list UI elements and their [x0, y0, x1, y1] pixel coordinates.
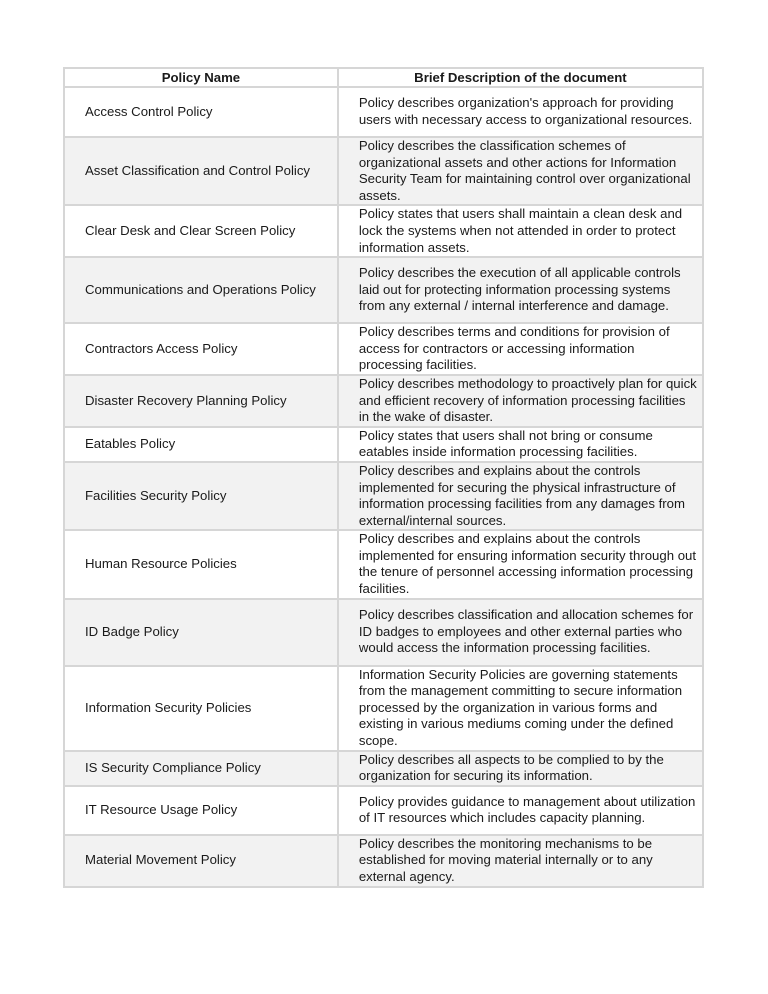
table-row [64, 137, 703, 205]
table-row [64, 205, 703, 257]
policy-name-cell: Eatables Policy [64, 427, 338, 462]
policy-name-cell: Communications and Operations Policy [64, 257, 338, 323]
policy-name-cell: Contractors Access Policy [64, 323, 338, 375]
policy-description-cell: Information Security Policies are governing statements from the management committing to secure information processed by the organization in various forms and existing in various mediums coming under the defined scope. [338, 666, 703, 751]
table-row [64, 530, 703, 598]
table-header-row [64, 68, 703, 87]
table-row [64, 599, 703, 666]
policy-name-cell: Information Security Policies [64, 666, 338, 751]
policy-description-cell: Policy describes and explains about the controls implemented for securing the physical infrastructure of information processing facilities from any damages from external/internal sources. [338, 462, 703, 530]
policy-description-cell: Policy states that users shall maintain a clean desk and lock the systems when not attended in order to protect information assets. [338, 205, 703, 257]
policy-description-cell: Policy describes classification and allocation schemes for ID badges to employees and other external parties who would access the information processing facilities. [338, 599, 703, 666]
policy-name-cell: IT Resource Usage Policy [64, 786, 338, 835]
table-row [64, 786, 703, 835]
policy-name-cell: Facilities Security Policy [64, 462, 338, 530]
policy-name-cell: Disaster Recovery Planning Policy [64, 375, 338, 427]
table-row [64, 375, 703, 427]
table-row [64, 835, 703, 887]
policy-description-cell: Policy describes the classification schemes of organizational assets and other actions for Information Security Team for maintaining control over organizational assets. [338, 137, 703, 205]
policy-description-cell: Policy describes terms and conditions for provision of access for contractors or accessing information processing facilities. [338, 323, 703, 375]
table-row [64, 751, 703, 786]
policy-name-cell: ID Badge Policy [64, 599, 338, 666]
policy-name-cell: IS Security Compliance Policy [64, 751, 338, 786]
table-row [64, 87, 703, 137]
header-description: Brief Description of the document [338, 68, 703, 87]
policy-description-cell: Policy describes all aspects to be complied to by the organization for securing its information. [338, 751, 703, 786]
table-row [64, 462, 703, 530]
table-row [64, 257, 703, 323]
policy-description-cell: Policy states that users shall not bring or consume eatables inside information processing facilities. [338, 427, 703, 462]
policy-description-cell: Policy describes and explains about the controls implemented for ensuring information security through out the tenure of personnel accessing information processing facilities. [338, 530, 703, 598]
policy-table [63, 67, 704, 888]
policy-name-cell: Human Resource Policies [64, 530, 338, 598]
header-policy-name: Policy Name [64, 68, 338, 87]
policy-description-cell: Policy describes methodology to proactively plan for quick and efficient recovery of information processing facilities in the wake of disaster. [338, 375, 703, 427]
table-row [64, 323, 703, 375]
policy-description-cell: Policy describes the execution of all applicable controls laid out for protecting information processing systems from any external / internal interference and damage. [338, 257, 703, 323]
table-row [64, 666, 703, 751]
policy-description-cell: Policy describes the monitoring mechanisms to be established for moving material internally or to any external agency. [338, 835, 703, 887]
policy-name-cell: Asset Classification and Control Policy [64, 137, 338, 205]
policy-name-cell: Access Control Policy [64, 87, 338, 137]
table-body [64, 87, 703, 887]
policy-description-cell: Policy provides guidance to management about utilization of IT resources which includes capacity planning. [338, 786, 703, 835]
table-row [64, 427, 703, 462]
policy-name-cell: Clear Desk and Clear Screen Policy [64, 205, 338, 257]
policy-description-cell: Policy describes organization's approach for providing users with necessary access to organizational resources. [338, 87, 703, 137]
policy-name-cell: Material Movement Policy [64, 835, 338, 887]
